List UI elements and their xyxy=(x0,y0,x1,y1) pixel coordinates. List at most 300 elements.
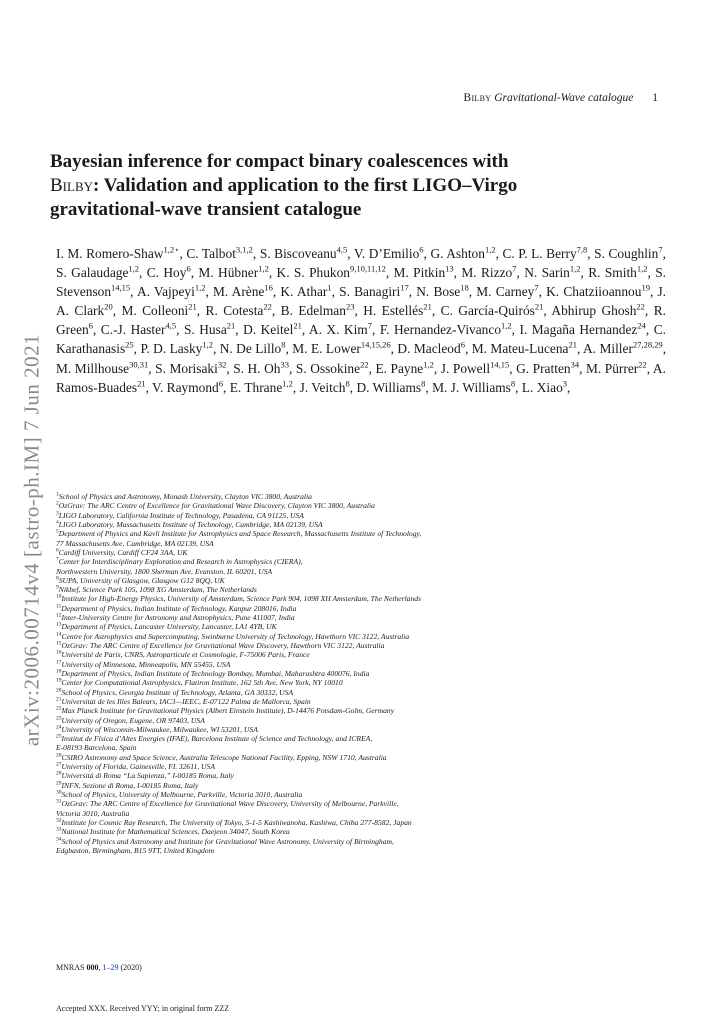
author-name: H. Estellés xyxy=(363,303,424,319)
author-name: N. Bose xyxy=(416,284,461,300)
author xyxy=(394,265,454,280)
author xyxy=(551,303,645,318)
author-affiliation-mark: 1,2 xyxy=(636,263,648,274)
affiliation xyxy=(56,669,666,678)
affiliation-text: Max Planck Institute for Gravitational Physics (Albert Einstein Institute), D-14476 Potsdam-Golm, Germany xyxy=(61,706,395,716)
author-affiliation-mark: 16 xyxy=(264,282,273,293)
author-name: V. D’Emilio xyxy=(353,246,420,261)
author-affiliation-mark: 6 xyxy=(186,263,191,274)
affiliation xyxy=(56,771,666,780)
author xyxy=(588,265,647,280)
affiliation-number: 6 xyxy=(56,547,59,554)
arxiv-identifier: arXiv:2006.00714v4 [astro-ph.IM] 7 Jun 2021 xyxy=(19,333,44,747)
author-name: S. H. Oh xyxy=(233,360,281,376)
affiliation-text: Department of Physics, Indian Institute of Technology, Kanpur 208016, India xyxy=(61,603,297,613)
affiliation-text: OzGrav: The ARC Centre of Excellence for Gravitational Wave Discovery, Clayton VIC 3800, Australia xyxy=(58,501,375,511)
author-affiliation-mark: 34 xyxy=(570,359,580,370)
author-name: S. Galaudage xyxy=(56,265,129,281)
author-name: S. Banagiri xyxy=(339,284,401,300)
affiliation-text: E-08193 Barcelona, Spain xyxy=(56,743,137,753)
running-header xyxy=(400,92,658,104)
author-name: N. Sarin xyxy=(524,265,570,281)
affiliation-text: University of Oregon, Eugene, OR 97403, USA xyxy=(61,715,205,725)
author-name: B. Edelman xyxy=(280,303,346,319)
affiliation xyxy=(56,725,666,734)
author-name: C. Hoy xyxy=(146,265,187,281)
author-name: R. Smith xyxy=(588,265,637,281)
author-name: F. Hernandez-Vivanco xyxy=(379,322,502,338)
author-affiliation-mark: 18 xyxy=(460,282,469,293)
affiliation-number: 17 xyxy=(56,659,62,666)
author-name: A. Ramos-Buades xyxy=(56,360,666,395)
author-name: K. Athar xyxy=(280,284,328,300)
author-affiliation-mark: 20 xyxy=(104,301,113,312)
author xyxy=(502,246,587,261)
header-short-title-bilby: Bilby xyxy=(463,92,492,104)
affiliation-number: 33 xyxy=(56,826,62,833)
affiliation xyxy=(56,604,666,613)
author xyxy=(441,361,509,376)
affiliation-text: OzGrav: The ARC Centre of Excellence for Gravitational Wave Discovery, Hawthorn VIC 3122, Australia xyxy=(61,641,385,650)
affiliation-text: Cardiff University, Cardiff CF24 3AA, UK xyxy=(58,547,188,557)
affiliation-number: 18 xyxy=(56,668,62,675)
author-name: S. Morisaki xyxy=(155,360,218,376)
affiliation-number: 30 xyxy=(56,789,62,796)
affiliation-text: School of Physics, Georgia Institute of Technology, Atlanta, GA 30332, USA xyxy=(61,687,294,697)
author-name: M. Pitkin xyxy=(393,265,446,281)
affiliation xyxy=(56,706,666,715)
affiliation xyxy=(56,650,666,659)
author xyxy=(586,361,647,376)
affiliation-number: 5 xyxy=(56,528,59,535)
affiliation-number: 9 xyxy=(56,584,59,591)
affiliation xyxy=(56,557,666,566)
author xyxy=(184,322,235,337)
author xyxy=(522,380,567,395)
affiliation-text: 77 Massachusetts Ave, Cambridge, MA 02139, USA xyxy=(56,538,214,548)
author-name: N. De Lillo xyxy=(219,341,282,357)
affiliation xyxy=(56,837,666,846)
author-affiliation-mark: 4,5 xyxy=(336,244,348,255)
author-affiliation-mark: 8 xyxy=(510,378,516,389)
author xyxy=(432,380,515,395)
affiliation-text: Inter-University Centre for Astronomy and Astrophysics, Pune 411007, India xyxy=(61,613,295,623)
affiliation-text: Institut de Física d’Altes Energies (IFAE), Barcelona Institute of Science and Technology, and ICREA, xyxy=(61,734,373,744)
author-affiliation-mark: 9,10,11,12 xyxy=(350,263,386,274)
affiliation xyxy=(56,781,666,790)
author xyxy=(339,284,409,299)
author-name: A. Vajpeyi xyxy=(136,284,195,300)
affiliation-number: 8 xyxy=(56,575,59,582)
author xyxy=(546,284,650,299)
affiliation-text: University of Florida, Gainesville, FL 32611, USA xyxy=(61,762,215,772)
author-affiliation-mark: 1,2 xyxy=(128,263,140,274)
affiliation-number: 32 xyxy=(56,817,62,824)
affiliation-number: 2 xyxy=(56,500,59,507)
affiliation xyxy=(56,762,666,771)
author-affiliation-mark: 3,1,2 xyxy=(235,244,253,255)
author-affiliation-mark: 8 xyxy=(345,378,350,389)
affiliation xyxy=(56,576,666,585)
author-name: J. Veitch xyxy=(299,379,346,395)
author-affiliation-mark: 22 xyxy=(636,301,645,312)
author-affiliation-mark: 1,2 xyxy=(423,359,434,370)
author xyxy=(476,284,538,299)
affiliation-text: Center for Interdisciplinary Exploration and Research in Astrophysics (CIERA), xyxy=(58,557,303,567)
author-name: D. Keitel xyxy=(243,322,294,338)
title-line-3: gravitational-wave transient catalogue xyxy=(50,199,362,220)
author-affiliation-mark: 1,2 xyxy=(202,340,213,350)
author xyxy=(430,246,495,261)
author-affiliation-mark: 21 xyxy=(293,320,302,331)
author-name: L. Xiao xyxy=(521,379,563,395)
author xyxy=(213,284,273,299)
author-affiliation-mark: 7 xyxy=(658,244,663,255)
title-line-2 xyxy=(50,174,650,198)
author-name: J. Powell xyxy=(440,360,491,376)
author-name: C. Talbot xyxy=(186,246,236,261)
author xyxy=(356,380,425,395)
author xyxy=(519,322,645,337)
affiliation-number: 14 xyxy=(56,631,62,638)
paper-title xyxy=(50,150,650,222)
author-name: S. Ossokine xyxy=(295,360,361,376)
author-name: S. Husa xyxy=(183,322,227,338)
author-affiliation-mark: 4,5 xyxy=(165,320,177,331)
author xyxy=(56,265,139,280)
affiliation-number: 19 xyxy=(56,677,62,684)
affiliation xyxy=(56,818,666,827)
author-affiliation-mark: 7,8 xyxy=(576,244,588,255)
author-affiliation-mark: 17 xyxy=(400,282,409,293)
author xyxy=(233,361,289,376)
affiliation-number: 22 xyxy=(56,705,62,712)
affiliation-text: INFN, Sezione di Roma, I-00185 Roma, Italy xyxy=(61,780,199,790)
author xyxy=(292,341,390,356)
affiliation xyxy=(56,594,666,603)
author-name: R. Cotesta xyxy=(205,303,264,319)
author-name: R. Green xyxy=(56,303,666,338)
author-name: S. Coughlin xyxy=(594,246,659,261)
affiliation-number: 15 xyxy=(56,640,62,647)
affiliation xyxy=(56,846,666,855)
author xyxy=(300,380,350,395)
author-name: S. Biscoveanu xyxy=(259,246,337,261)
author-name: S. Stevenson xyxy=(56,265,666,300)
affiliation xyxy=(56,799,666,808)
author xyxy=(220,341,286,356)
affiliation-number: 31 xyxy=(56,798,62,805)
affiliation xyxy=(56,809,666,818)
affiliation xyxy=(56,567,666,576)
affiliation-text: School of Physics and Astronomy and Institute for Gravitational Wave Astronomy, University of Birmingham, xyxy=(61,836,394,846)
author-name: I. M. Romero-Shaw xyxy=(56,246,164,261)
author-name: M. Carney xyxy=(476,284,535,300)
author-affiliation-mark: 1,2 xyxy=(569,263,581,274)
author-affiliation-mark: 7 xyxy=(512,263,517,274)
author-affiliation-mark: 21 xyxy=(534,301,544,312)
affiliation-number: 4 xyxy=(56,519,59,526)
author-name: J. A. Clark xyxy=(56,284,667,319)
affiliation xyxy=(56,734,666,743)
author xyxy=(155,361,226,376)
affiliation xyxy=(56,613,666,622)
affiliation xyxy=(56,697,666,706)
author xyxy=(397,341,465,356)
author-name: G. Ashton xyxy=(430,246,485,261)
affiliation-number: 26 xyxy=(56,752,62,759)
author xyxy=(416,284,468,299)
received-accepted-note: Accepted XXX. Received YYY; in original form ZZZ xyxy=(56,1004,230,1013)
affiliation-number: 11 xyxy=(56,603,62,610)
arxiv-sidebar xyxy=(8,320,56,760)
author xyxy=(583,341,663,356)
journal-volume: 000 xyxy=(86,963,99,972)
author-name: M. Mateu-Lucena xyxy=(471,341,569,357)
author-affiliation-mark: 1,2 xyxy=(484,244,496,255)
affiliation-text: Institute for Cosmic Ray Research, The University of Tokyo, 5-1-5 Kashiwanoha, Kashiwa, Chiba 277-8582, Japan xyxy=(61,817,412,827)
author xyxy=(516,361,579,376)
affiliation-text: Centre for Astrophysics and Supercomputing, Swinburne University of Technology, Hawthorn VIC 3122, Australia xyxy=(61,631,410,641)
author-name: V. Raymond xyxy=(152,379,219,395)
author xyxy=(363,303,432,318)
affiliation xyxy=(56,622,666,631)
affiliation-number: 12 xyxy=(56,612,62,619)
author-affiliation-mark: 6 xyxy=(218,378,224,389)
affiliation-number: 21 xyxy=(56,696,62,703)
author-name: C.-J. Haster xyxy=(100,322,166,338)
affiliation-number: 24 xyxy=(56,724,62,731)
author xyxy=(206,303,272,318)
author xyxy=(281,303,355,318)
affiliation xyxy=(56,688,666,697)
author-name: P. D. Lasky xyxy=(140,341,203,357)
author-affiliation-mark: 14,15 xyxy=(490,359,510,370)
title-line-1: Bayesian inference for compact binary coalescences with xyxy=(50,151,509,172)
author-name: C. García-Quirós xyxy=(440,303,535,319)
author-affiliation-mark: 21 xyxy=(568,340,577,350)
affiliation-number: 28 xyxy=(56,770,62,777)
affiliation-number: 25 xyxy=(56,733,62,740)
author-affiliation-mark: 1 xyxy=(327,282,332,293)
author-affiliation-mark: 14,15,26 xyxy=(360,340,391,350)
author-affiliation-mark: 22 xyxy=(360,359,369,370)
affiliation-text: School of Physics, University of Melbourne, Parkville, Victoria 3010, Australia xyxy=(61,790,303,799)
affiliation-text: University of Wisconsin-Milwaukee, Milwaukee, WI 53201, USA xyxy=(61,724,258,734)
author xyxy=(441,303,544,318)
author xyxy=(277,265,386,280)
author xyxy=(230,380,293,395)
title-line-2-rest: : Validation and application to the first LIGO–Virgo xyxy=(93,175,518,196)
author-affiliation-mark: 33 xyxy=(280,359,289,370)
affiliation-number: 34 xyxy=(56,836,62,843)
affiliation-text: Northwestern University, 1800 Sherman Ave, Evanston, IL 60201, USA xyxy=(56,566,273,576)
author-affiliation-mark: 6 xyxy=(460,340,465,350)
affiliation xyxy=(56,790,666,799)
affiliation-text: Department of Physics and Kavli Institute for Astrophysics and Space Research, Massachusetts Institute of Technology, xyxy=(58,529,422,539)
corresponding-author-mark[interactable]: ⋆ xyxy=(174,244,180,255)
author-affiliation-mark: 14,15 xyxy=(111,282,131,293)
author xyxy=(472,341,577,356)
affiliation xyxy=(56,641,666,650)
affiliation xyxy=(56,753,666,762)
affiliation-text: Department of Physics, Lancaster University, Lancaster, LA1 4YB, UK xyxy=(61,622,277,632)
author-affiliation-mark: 8 xyxy=(281,340,286,350)
author-affiliation-mark: 3 xyxy=(562,378,568,389)
author xyxy=(140,341,213,356)
affiliation-number: 10 xyxy=(56,593,62,600)
affiliation-number: 20 xyxy=(56,687,62,694)
author xyxy=(594,246,662,261)
author-affiliation-mark: 25 xyxy=(125,340,134,350)
author-name: C. Karathanasis xyxy=(56,322,666,357)
author-affiliation-mark: 8 xyxy=(421,378,426,389)
author xyxy=(147,265,191,280)
author-affiliation-mark: 27,28,29 xyxy=(632,340,663,350)
journal-year: (2020) xyxy=(120,963,142,972)
author-name: A. X. Kim xyxy=(308,322,368,338)
author xyxy=(243,322,302,337)
author-affiliation-mark: 22 xyxy=(263,301,272,312)
affiliation xyxy=(56,743,666,752)
author xyxy=(354,246,424,261)
author-name: I. Magaña Hernandez xyxy=(519,322,638,338)
author-list: I. M. Romero-Shaw$^{1,2⋆}$, C. Talbot$^{3,1,2}$, S. Biscoveanu$^{4,5}$, V. D’Emilio$^6$, G. Ashton$^{1,2}$, C. P. L. Berry$^{7,8}$, S. Coughlin$^7$, S. Galaudage$^{1,2}$, C. Hoy$^6$, M. Hübner$^{1,2}$, K. S. Phukon$^{9,10,11,12}$, M. Pitkin$^{13}$, M. Rizzo$^7$, N. Sarin$^{1,2}$, R. Smith$^{1,2}$, S. Stevenson$^{14,15}$, A. Vajpeyi$^{1,2}$, M. Arène$^{16}$, K. Athar$^1$, S. Banagiri$^{17}$, N. Bose$^{18}$, M. Carney$^7$, K. Chatziioannou$^{19}$, J. A. Clark$^{20}$, M. Colleoni$^{21}$, R. Cotesta$^{22}$, B. Edelman$^{23}$, H. Estellés$^{21}$, C. García-Quirós$^{21}$, Abhirup Ghosh$^{22}$, R. Green$^6$, C.-J. Haster$^{4,5}$, S. Husa$^{21}$, D. Keitel$^{21}$, A. X. Kim$^7$, F. Hernandez-Vivanco$^{1,2}$, I. Magaña Hernandez$^{24}$, C. Karathanasis$^{25}$, P. D. Lasky$^{1,2}$, N. De Lillo$^8$, M. E. Lower$^{14,15,26}$, D. Macleod$^6$, M. Mateu-Lucena$^{21}$, A. Miller$^{27,28,29}$, M. Millhouse$^{30,31}$, S. Morisaki$^{32}$, S. H. Oh$^{33}$, S. Ossokine$^{22}$, E. Payne$^{1,2}$, J. Powell$^{14,15}$, G. Pratten$^{34}$, M. Pürrer$^{22}$, A. Ramos-Buades$^{21}$, V. Raymond$^6$, E. Thrane$^{1,2}$, J. Veitch$^8$, D. Williams$^8$, M. J. Williams$^8$, L. Xiao$^3$, xyxy=(56,244,667,395)
affiliation xyxy=(56,678,666,687)
affiliation xyxy=(56,632,666,641)
author-name: K. Chatziioannou xyxy=(546,284,642,300)
author-affiliation-mark: 21 xyxy=(188,301,197,312)
author-affiliation-mark: 21 xyxy=(137,378,146,389)
header-short-title: Gravitational-Wave catalogue xyxy=(494,92,634,104)
author-affiliation-mark: 32 xyxy=(217,359,227,370)
author xyxy=(524,265,580,280)
author-affiliation-mark: 23 xyxy=(345,301,355,312)
author-name: M. Arène xyxy=(212,284,265,300)
affiliation-number: 16 xyxy=(56,649,62,656)
author xyxy=(152,380,223,395)
author-name: C. P. L. Berry xyxy=(502,246,577,261)
author-affiliation-mark: 1,2 xyxy=(194,282,206,293)
author xyxy=(461,265,516,280)
affiliation xyxy=(56,529,666,538)
author-affiliation-mark: 19 xyxy=(641,282,650,293)
affiliation-text: Universitat de les Illes Balears, IAC3—IEEC, E-07122 Palma de Mallorca, Spain xyxy=(61,696,311,706)
affiliation-number: 29 xyxy=(56,780,62,787)
author xyxy=(260,246,347,261)
author-name: A. Miller xyxy=(583,341,633,357)
author-name: M. Rizzo xyxy=(461,265,513,281)
affiliation xyxy=(56,827,666,836)
journal-name: MNRAS xyxy=(56,963,85,972)
author-name: M. Hübner xyxy=(198,265,259,281)
author xyxy=(380,322,512,337)
author-affiliation-mark: 1,2 xyxy=(163,244,175,255)
author-name: M. Millhouse xyxy=(56,360,130,376)
author-affiliation-mark: 22 xyxy=(638,359,647,370)
affiliation-text: Center for Computational Astrophysics, Flatiron Institute, 162 5th Ave, New York, NY 10010 xyxy=(61,678,343,688)
author xyxy=(121,303,196,318)
author-affiliation-mark: 1,2 xyxy=(282,378,293,389)
author-affiliation-mark: 21 xyxy=(423,301,432,312)
author-name: M. Pürrer xyxy=(585,360,639,376)
affiliation xyxy=(56,548,666,557)
author-affiliation-mark: 21 xyxy=(226,320,236,331)
affiliation-text: LIGO Laboratory, Massachusetts Institute of Technology, Cambridge, MA 02139, USA xyxy=(58,519,323,529)
author xyxy=(375,361,433,376)
author-affiliation-mark: 6 xyxy=(88,320,93,331)
affiliation-list xyxy=(56,492,666,855)
author-name: E. Payne xyxy=(375,360,424,376)
affiliation xyxy=(56,660,666,669)
title-bilby: Bilby xyxy=(50,175,94,196)
author-name: D. Macleod xyxy=(397,341,461,357)
author xyxy=(101,322,176,337)
affiliation xyxy=(56,492,666,501)
author xyxy=(198,265,268,280)
affiliation-text: Institute for High-Energy Physics, University of Amsterdam, Science Park 904, 1098 XH Amsterdam, The Netherlands xyxy=(61,594,422,604)
author-affiliation-mark: 13 xyxy=(445,263,454,274)
author-affiliation-mark: 6 xyxy=(419,244,424,255)
affiliation-text: Università di Roma “La Sapienza,” I-00185 Roma, Italy xyxy=(61,771,234,781)
author-affiliation-mark: 30,31 xyxy=(129,359,149,370)
affiliation-text: Edgbaston, Birmingham, B15 9TT, United Kingdom xyxy=(56,845,215,855)
author-name: D. Williams xyxy=(356,379,422,395)
affiliation xyxy=(56,716,666,725)
author xyxy=(186,246,253,261)
author-affiliation-mark: 7 xyxy=(367,320,372,331)
author xyxy=(280,284,331,299)
affiliation-number: 27 xyxy=(56,761,62,768)
author-affiliation-mark: 24 xyxy=(637,320,646,331)
author xyxy=(137,284,205,299)
affiliation-text: Nikhef, Science Park 105, 1098 XG Amsterdam, The Netherlands xyxy=(58,585,257,595)
affiliation-text: CSIRO Astronomy and Space Science, Australia Telescope National Facility, Epping, NSW 1710, Australia xyxy=(61,752,387,762)
author-name: M. J. Williams xyxy=(432,379,511,395)
author-name: G. Pratten xyxy=(516,360,571,376)
affiliation xyxy=(56,501,666,510)
author xyxy=(56,246,179,261)
author-name: M. E. Lower xyxy=(292,341,361,357)
affiliation xyxy=(56,511,666,520)
affiliation-number: 13 xyxy=(56,621,62,628)
author-name: M. Colleoni xyxy=(121,303,189,319)
journal-pages-link[interactable]: 1–29 xyxy=(102,963,119,972)
author-affiliation-mark: 7 xyxy=(534,282,539,293)
affiliation-number: 7 xyxy=(56,556,59,563)
author-name: K. S. Phukon xyxy=(276,265,351,281)
affiliation xyxy=(56,520,666,529)
author-affiliation-mark: 1,2 xyxy=(501,320,512,331)
author-affiliation-mark: 1,2 xyxy=(258,263,269,274)
affiliation-text: OzGrav: The ARC Centre of Excellence for Gravitational Wave Discovery, University of Melbourne, Parkville, xyxy=(61,799,399,809)
journal-citation: MNRAS 000, 1–29 (2020) xyxy=(56,963,142,972)
affiliation-text: Victoria 3010, Australia xyxy=(56,808,130,818)
affiliation-text: National Institute for Mathematical Sciences, Daejeon 34047, South Korea xyxy=(61,827,290,837)
author xyxy=(56,361,148,376)
author xyxy=(309,322,372,337)
author-name: E. Thrane xyxy=(229,379,283,395)
page-number: 1 xyxy=(652,92,658,104)
affiliation-text: SUPA, University of Glasgow, Glasgow G12 8QQ, UK xyxy=(58,575,225,585)
affiliation xyxy=(56,539,666,548)
author-name: Abhirup Ghosh xyxy=(551,303,637,319)
author xyxy=(296,361,369,376)
affiliation-number: 3 xyxy=(56,510,59,517)
affiliation-text: Department of Physics, Indian Institute of Technology Bombay, Mumbai, Maharashtra 400076, India xyxy=(61,668,370,678)
affiliation-number: 23 xyxy=(56,714,62,721)
affiliation-text: School of Physics and Astronomy, Monash University, Clayton VIC 3800, Australia xyxy=(58,492,312,501)
